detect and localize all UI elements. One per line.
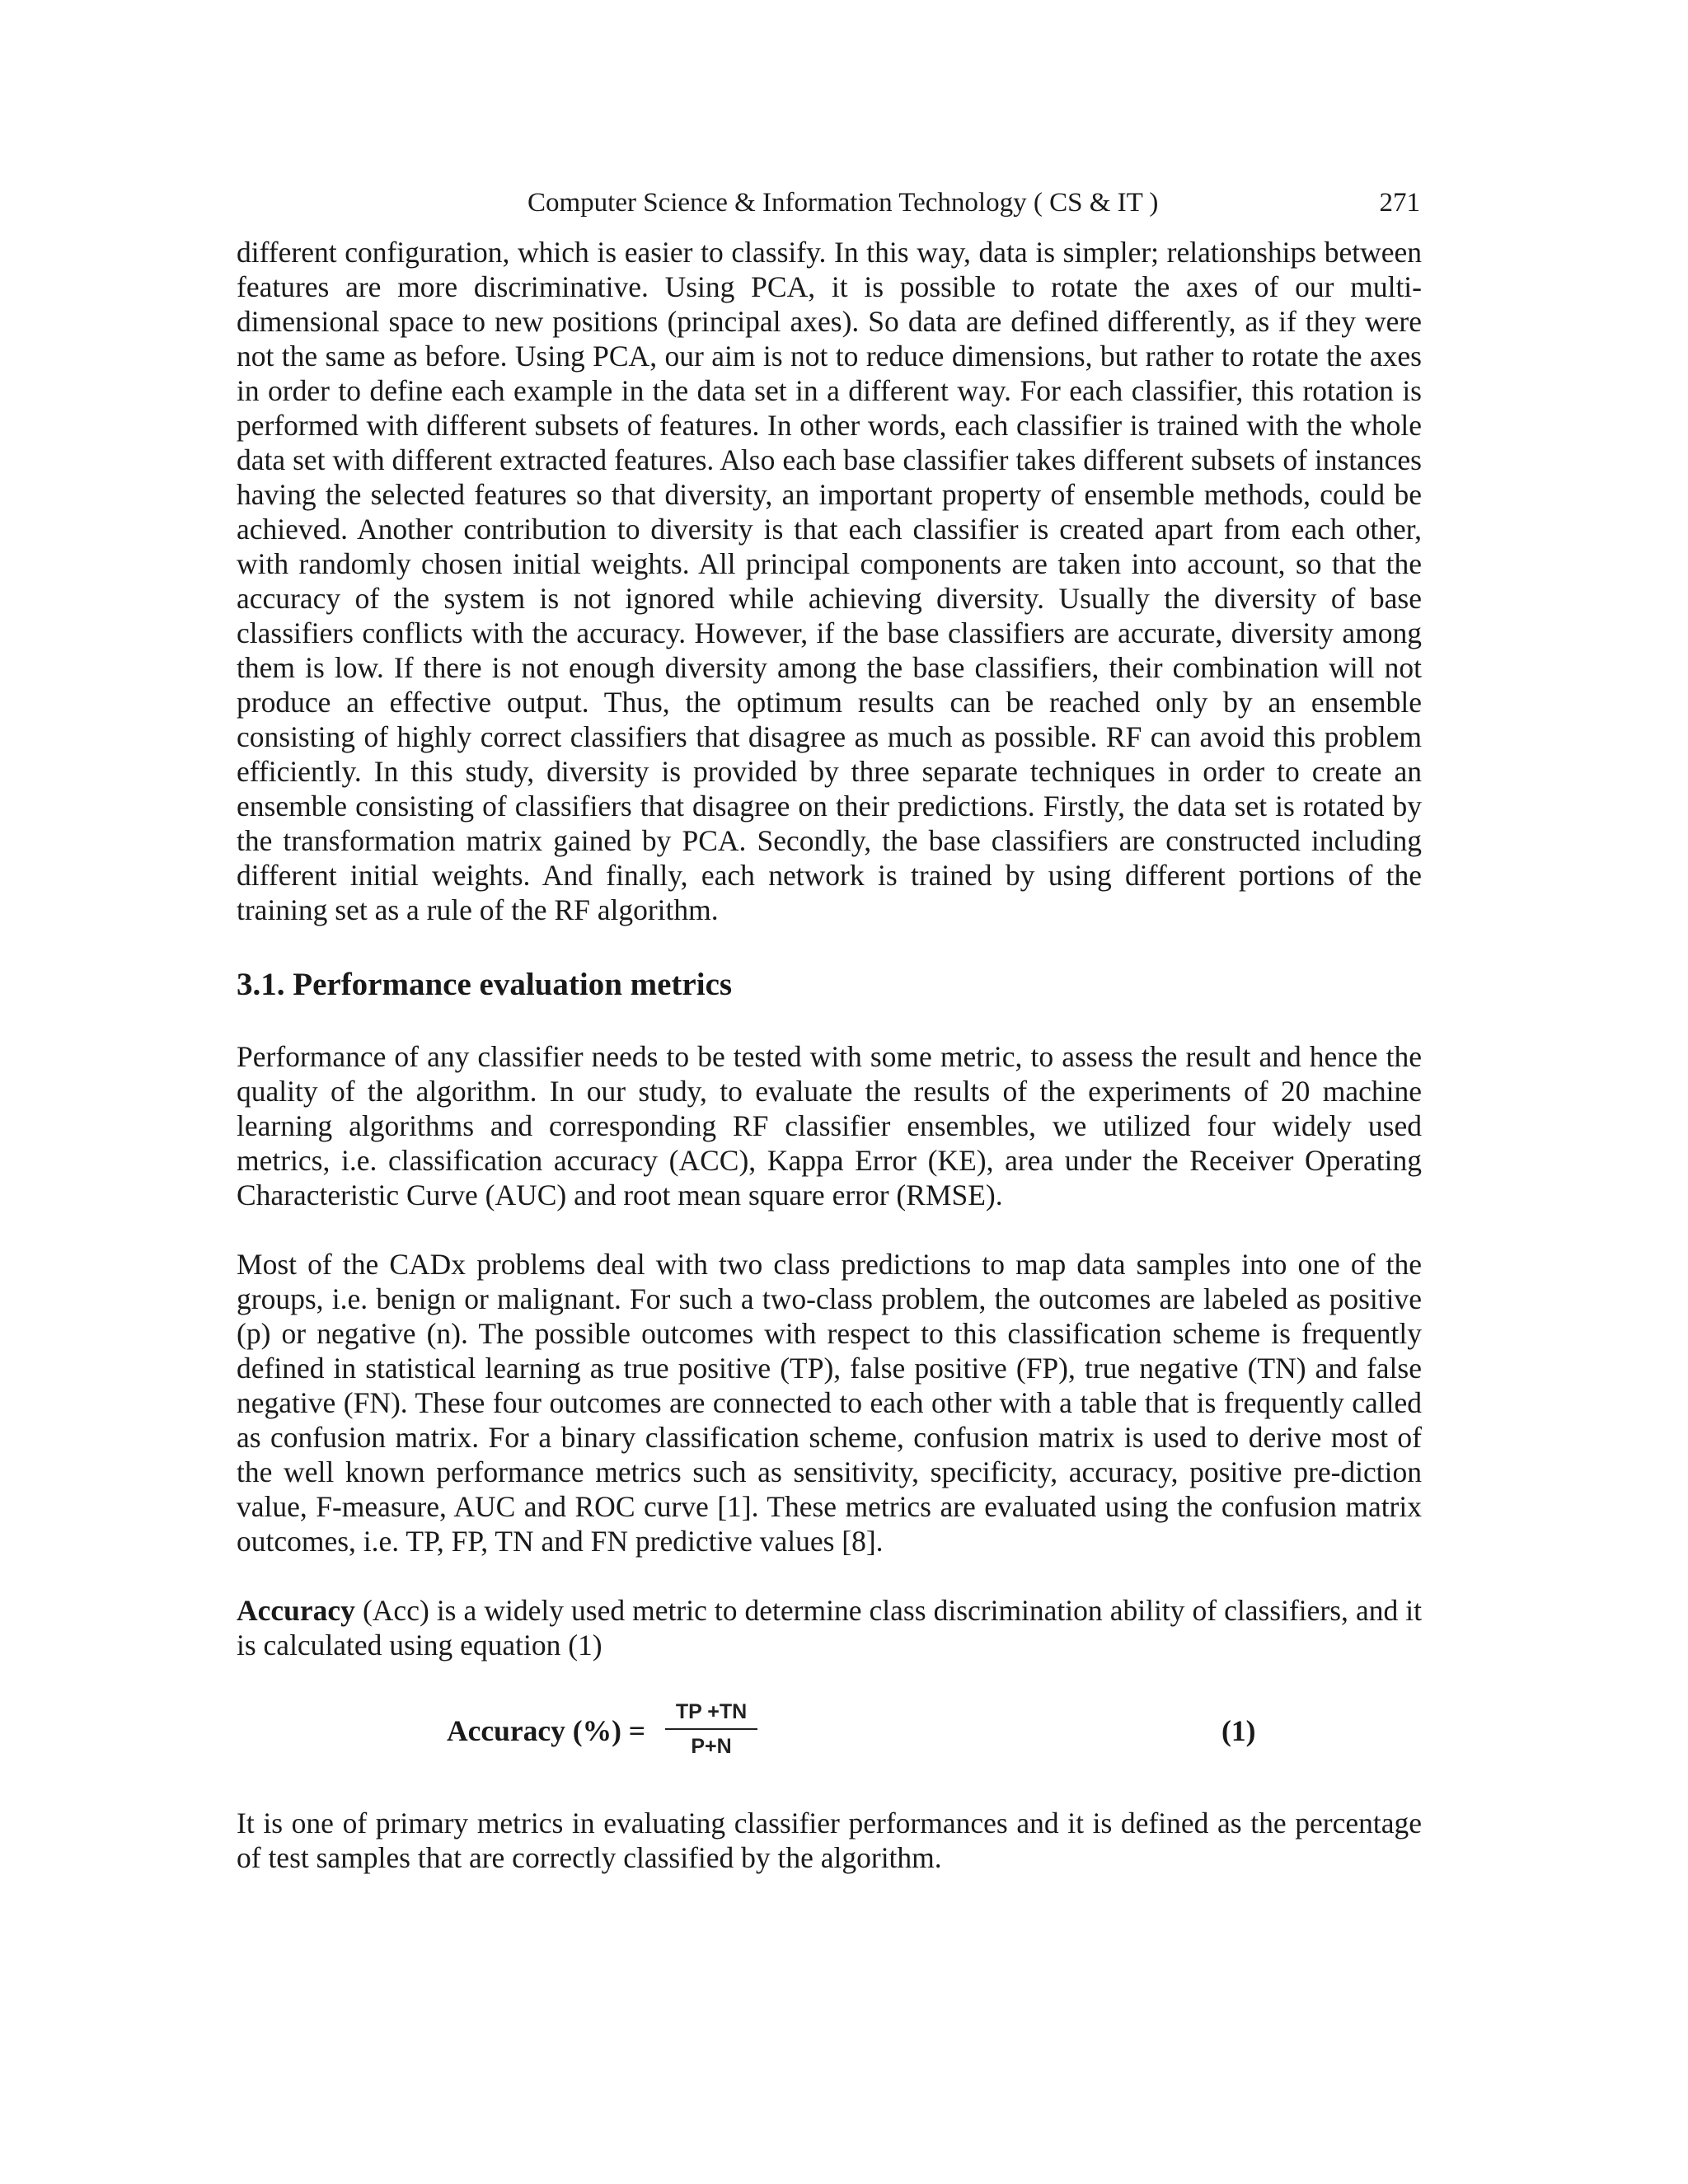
accuracy-description: (Acc) is a widely used metric to determine class discrimination ability of classifiers, and it is calculated using equation (1) [237,1594,1422,1661]
accuracy-equation [237,1695,1422,1771]
running-header [0,185,1688,221]
equation-numerator: TP +TN [665,1697,757,1730]
section-heading: 3.1. Performance evaluation metrics [237,967,733,1002]
equation-denominator: P+N [691,1735,732,1758]
accuracy-term: Accuracy [237,1594,355,1627]
accuracy-paragraph [237,1593,1422,1662]
equation-lhs: Accuracy (%) = [447,1714,646,1747]
equation-fraction [665,1697,757,1761]
body-paragraph: different configuration, which is easier to classify. In this way, data is simpler; relationships between features are more discriminative. Using PCA, it is possible to rotate the axes of our multi-dimensional space to new positions (principal axes). So data are defined differently, as if they were not the same as before. Using PCA, our aim is not to reduce dimensions, but rather to rotate the axes in order to define each example in the data set in a different way. For each classifier, this rotation is performed with different subsets of features. In other words, each classifier is trained with the whole data set with different extracted features. Also each base classifier takes different subsets of instances having the selected features so that diversity, an important property of ensemble methods, could be achieved. Another contribution to diversity is that each classifier is created apart from each other, with randomly chosen initial weights. All principal components are taken into account, so that the accuracy of the system is not ignored while achieving diversity. Usually the diversity of base classifiers conflicts with the accuracy. However, if the base classifiers are accurate, diversity among them is low. If there is not enough diversity among the base classifiers, their combination will not produce an effective output. Thus, the optimum results can be reached only by an ensemble consisting of highly correct classifiers that disagree as much as possible. RF can avoid this problem efficiently. In this study, diversity is provided by three separate techniques in order to create an ensemble consisting of classifiers that disagree on their predictions. Firstly, the data set is rotated by the transformation matrix gained by PCA. Secondly, the base classifiers are constructed including different initial weights. And finally, each network is trained by using different portions of the training set as a rule of the RF algorithm. [237,236,1422,926]
page-number: 271 [1379,188,1420,218]
page-body [237,235,1422,1875]
journal-title: Computer Science & Information Technology ( CS & IT ) [528,188,1159,218]
equation-number: (1) [1221,1714,1256,1747]
body-paragraph: Most of the CADx problems deal with two class predictions to map data samples into one of the groups, i.e. benign or malignant. For such a two-class problem, the outcomes are labeled as positive (p) or negative (n). The possible outcomes with respect to this classification scheme is frequently defined in statistical learning as true positive (TP), false positive (FP), true negative (TN) and false negative (FN). These four outcomes are connected to each other with a table that is frequently called as confusion matrix. For a binary classification scheme, confusion matrix is used to derive most of the well known performance metrics such as sensitivity, specificity, accuracy, positive pre-diction value, F-measure, AUC and ROC curve [1]. These metrics are evaluated using the confusion matrix outcomes, i.e. TP, FP, TN and FN predictive values [8]. [237,1248,1422,1558]
body-paragraph: Performance of any classifier needs to be tested with some metric, to assess the result and hence the quality of the algorithm. In our study, to evaluate the results of the experiments of 20 machine learning algorithms and corresponding RF classifier ensembles, we utilized four widely used metrics, i.e. classification accuracy (ACC), Kappa Error (KE), area under the Receiver Operating Characteristic Curve (AUC) and root mean square error (RMSE). [237,1040,1422,1212]
body-paragraph: It is one of primary metrics in evaluating classifier performances and it is defined as the percentage of test samples that are correctly classified by the algorithm. [237,1807,1422,1874]
